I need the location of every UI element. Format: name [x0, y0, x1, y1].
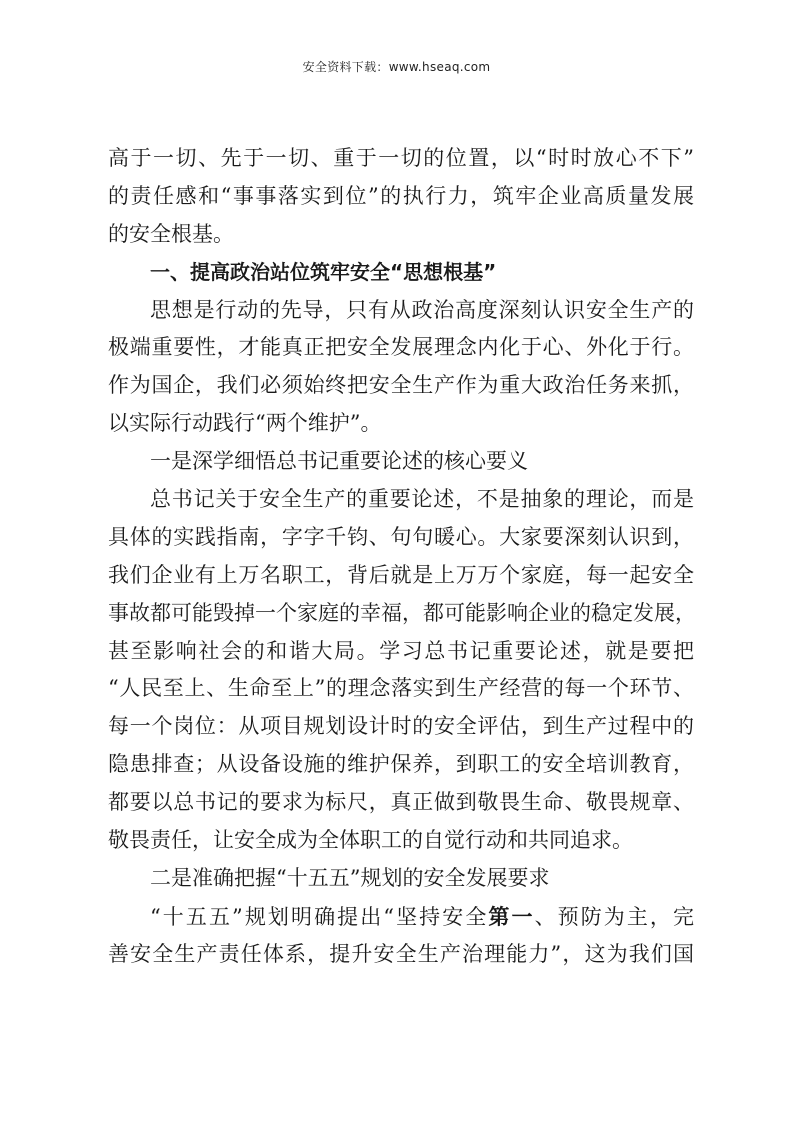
subsection-heading: 二是准确把握“十五五”规划的安全发展要求 — [150, 865, 550, 890]
body-line: 事故都可能毁掉一个家庭的幸福，都可能影响企业的稳定发展， — [108, 600, 696, 625]
body-text-bold-run: 第一 — [488, 903, 535, 929]
body-line: 善安全生产责任体系，提升安全生产治理能力”，这为我们国 — [108, 941, 694, 966]
body-line: 高于一切、先于一切、重于一切的位置，以“时时放心不下” — [108, 146, 694, 170]
body-line: 的责任感和“事事落实到位”的执行力，筑牢企业高质量发展 — [108, 183, 694, 208]
body-text-run: “十五五”规划明确提出“坚持安全 — [150, 904, 489, 929]
body-line: “人民至上、生命至上”的理念落实到生产经营的每一个环节、 — [108, 676, 694, 701]
body-line: 总书记关于安全生产的重要论述，不是抽象的理论，而是 — [150, 487, 694, 512]
body-line: 作为国企，我们必须始终把安全生产作为重大政治任务来抓， — [108, 373, 694, 398]
section-heading: 一、提高政治站位筑牢安全“思想根基” — [150, 259, 497, 284]
body-line: 隐患排查；从设备设施的维护保养，到职工的安全培训教育， — [108, 752, 694, 777]
body-line: 以实际行动践行“两个维护”。 — [108, 411, 382, 436]
body-line: 思想是行动的先导，只有从政治高度深刻认识安全生产的 — [150, 297, 694, 322]
subsection-heading: 一是深学细悟总书记重要论述的核心要义 — [150, 449, 528, 474]
body-line — [108, 898, 694, 936]
body-line: 的安全根基。 — [108, 221, 234, 246]
body-text-run: 、预防为主，完 — [534, 904, 695, 929]
page-header-source: 安全资料下载：www.hseaq.com — [302, 60, 491, 74]
body-line: 每一个岗位：从项目规划设计时的安全评估，到生产过程中的 — [108, 714, 694, 739]
body-line: 都要以总书记的要求为标尺，真正做到敬畏生命、敬畏规章、 — [108, 790, 694, 815]
document-body — [108, 140, 694, 974]
body-line: 我们企业有上万名职工，背后就是上万万个家庭，每一起安全 — [108, 562, 694, 587]
body-line: 敬畏责任，让安全成为全体职工的自觉行动和共同追求。 — [108, 828, 633, 853]
body-line: 甚至影响社会的和谐大局。学习总书记重要论述，就是要把 — [108, 638, 694, 663]
body-line: 具体的实践指南，字字千钧、句句暖心。大家要深刻认识到， — [108, 524, 694, 549]
body-line: 极端重要性，才能真正把安全发展理念内化于心、外化于行。 — [108, 335, 694, 360]
